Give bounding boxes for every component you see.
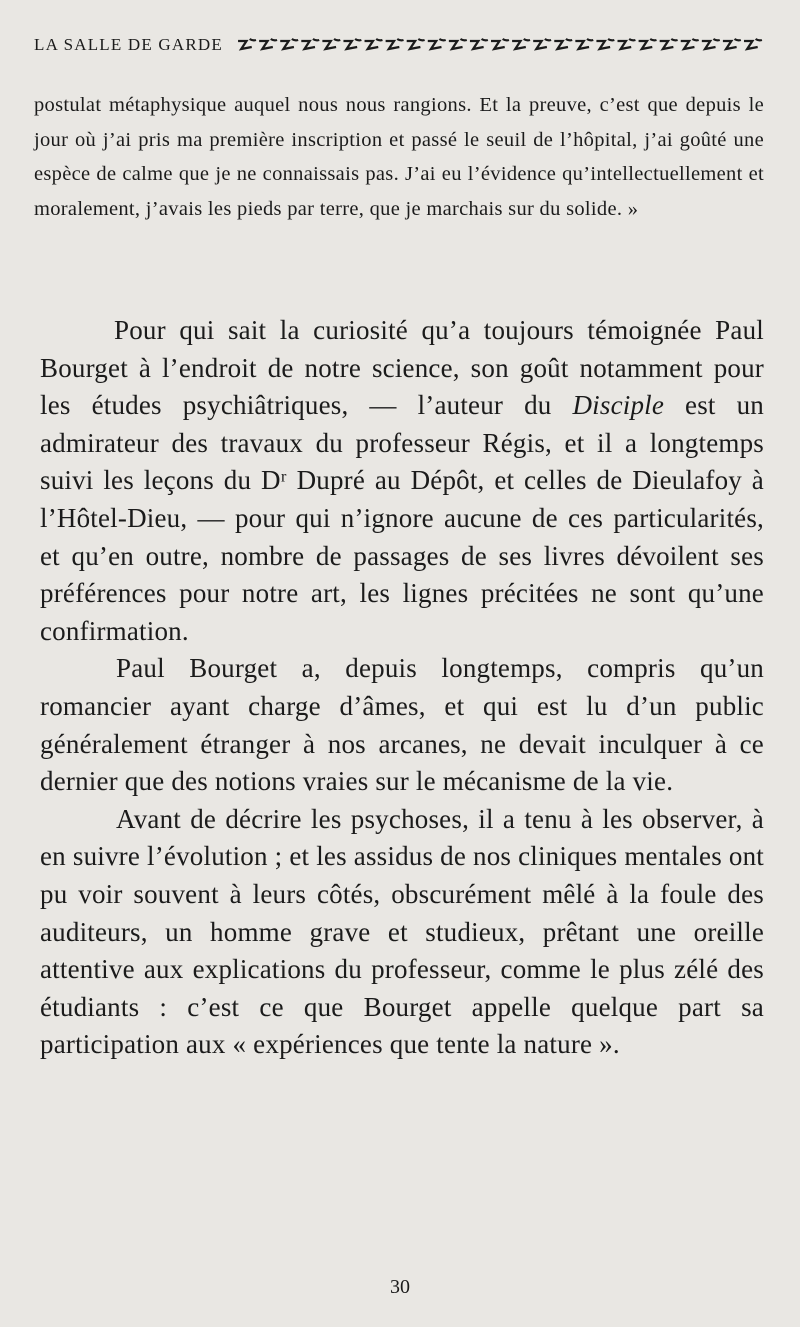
main-text <box>40 312 764 1064</box>
paragraph-1 <box>40 312 764 650</box>
page-number: 30 <box>390 1276 410 1298</box>
book-title-disciple: Disciple <box>572 390 665 421</box>
running-title: LA SALLE DE GARDE <box>34 35 223 54</box>
quoted-passage <box>34 88 764 226</box>
paragraph-3: Avant de décrire les psychoses, il a tenu à les observer, à en suivre l’évolution ; et les assidus de nos cliniques mentales ont pu voir souvent à leurs côtés, obscurément mêlé à la foule des auditeurs, un homme grave et studieux, prêtant une oreille attentive aux explications du professeur, comme le plus zélé des étudiants : c’est ce que Bourget appelle quelque part sa participation aux « expériences que tente la nature ». <box>40 803 764 1060</box>
page-header <box>34 30 764 60</box>
ornament-border-icon <box>237 36 764 54</box>
paragraph-1-end: est un admirateur des travaux du professeur Régis, et il a longtemps suivi les leçons du Dʳ Dupré au Dépôt, et celles de Dieulafoy à l’Hôtel-Dieu, — pour qui n’ignore aucune de ces particularités, et qu’en outre, nombre de passages de ses livres dévoilent ses préférences pour notre art, les lignes précitées ne sont qu’une confirmation. <box>40 390 764 646</box>
paragraph-1-start: Pour qui sait la curiosité qu’a toujours témoignée Paul Bourget à l’endroit de notre science, son goût notamment pour les études psychiâtriques, — l’auteur du <box>40 315 764 421</box>
paragraph-2: Paul Bourget a, depuis longtemps, compris qu’un romancier ayant charge d’âmes, et qui est lu d’un public généralement étranger à nos arcanes, ne devait inculquer à ce dernier que des notions vraies sur le mécanisme de la vie. <box>40 653 764 797</box>
quote-paragraph: postulat métaphysique auquel nous nous rangions. Et la preuve, c’est que depuis le jour où j’ai pris ma première inscription et passé le seuil de l’hôpital, j’ai goûté une espèce de calme que je ne connaissais pas. J’ai eu l’évidence qu’intellectuellement et moralement, j’avais les pieds par terre, que je marchais sur du solide. » <box>34 94 764 220</box>
